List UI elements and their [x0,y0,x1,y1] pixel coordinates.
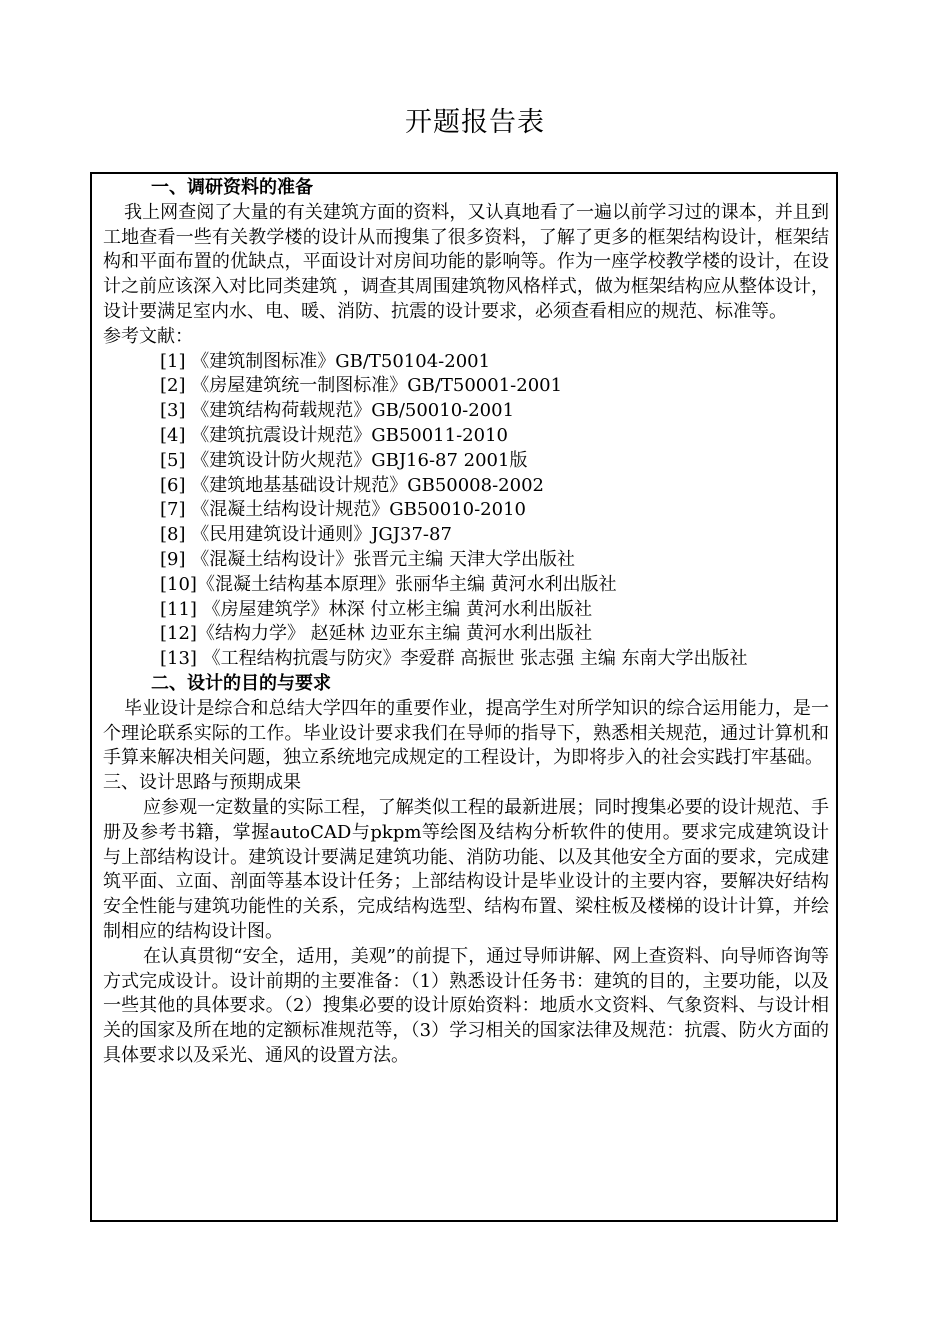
report-table-frame [90,172,838,1222]
reference-item: [5] 《建筑设计防火规范》GBJ16-87 2001版 [160,449,528,471]
reference-item: [12]《结构力学》 赵延林 边亚东主编 黄河水利出版社 [160,623,593,645]
section1-body: 我上网查阅了大量的有关建筑方面的资料，又认真地看了一遍以前学习过的课本，并且到工地查看一些有关教学楼的设计从而搜集了很多资料，了解了更多的框架结构设计，框架结构和平面布置的优缺点，平面设计对房间功能的影响等。作为一座学校教学楼的设计，在设计之前应该深入对比同类建筑 ，调查其周围建筑物风格样式，做为框架结构应从整体设计，设计要满足室内水、电、暖、消防、抗震的设计要求，必须查看相应的规范、标准等。 [103,201,829,322]
section2-body: 毕业设计是综合和总结大学四年的重要作业，提高学生对所学知识的综合运用能力，是一个理论联系实际的工作。毕业设计要求我们在导师的指导下，熟悉相关规范，通过计算机和手算来解决相关问题，独立系统地完成规定的工程设计，为即将步入的社会实践打牢基础。 [103,697,829,769]
report-content [103,176,829,1069]
references-label: 参考文献： [103,325,193,347]
section3-heading: 三、设计思路与预期成果 [103,772,301,794]
reference-item: [4] 《建筑抗震设计规范》GB50011-2010 [160,424,508,446]
reference-item: [1] 《建筑制图标准》GB/T50104-2001 [160,350,491,372]
section3-body-1: 应参观一定数量的实际工程，了解类似工程的最新进展；同时搜集必要的设计规范、手册及参考书籍，掌握autoCAD与pkpm等绘图及结构分析软件的使用。要求完成建筑设计与上部结构设计。建筑设计要满足建筑功能、消防功能、以及其他安全方面的要求，完成建筑平面、立面、剖面等基本设计任务；上部结构设计是毕业设计的主要内容，要解决好结构安全性能与建筑功能性的关系，完成结构选型、结构布置、梁柱板及楼梯的设计计算，并绘制相应的结构设计图。 [103,796,829,942]
reference-item: [9] 《混凝土结构设计》张晋元主编 天津大学出版社 [160,548,575,570]
reference-item: [8] 《民用建筑设计通则》JGJ37-87 [160,524,452,546]
section2-heading: 二、设计的目的与要求 [151,672,331,694]
reference-item: [10]《混凝土结构基本原理》张丽华主编 黄河水利出版社 [160,573,617,595]
reference-item: [13] 《工程结构抗震与防灾》李爱群 高振世 张志强 主编 东南大学出版社 [160,648,748,670]
section1-heading: 一、调研资料的准备 [151,177,313,198]
reference-item: [3] 《建筑结构荷载规范》GB/50010-2001 [160,400,515,422]
section3-body-2: 在认真贯彻“安全，适用，美观”的前提下，通过导师讲解、网上查资料、向导师咨询等方式完成设计。设计前期的主要准备：（1）熟悉设计任务书：建筑的目的，主要功能，以及一些其他的具体要求。（2）搜集必要的设计原始资料：地质水文资料、气象资料、与设计相关的国家及所在地的定额标准规范等，（3）学习相关的国家法律及规范：抗震、防火方面的具体要求以及采光、通风的设置方法。 [103,945,829,1066]
page-title: 开题报告表 [405,107,545,138]
reference-item: [11] 《房屋建筑学》林深 付立彬主编 黄河水利出版社 [160,598,593,620]
reference-item: [6] 《建筑地基基础设计规范》GB50008-2002 [160,474,544,496]
reference-item: [7] 《混凝土结构设计规范》GB50010-2010 [160,499,526,521]
reference-item: [2] 《房屋建筑统一制图标准》GB/T50001-2001 [160,375,563,397]
